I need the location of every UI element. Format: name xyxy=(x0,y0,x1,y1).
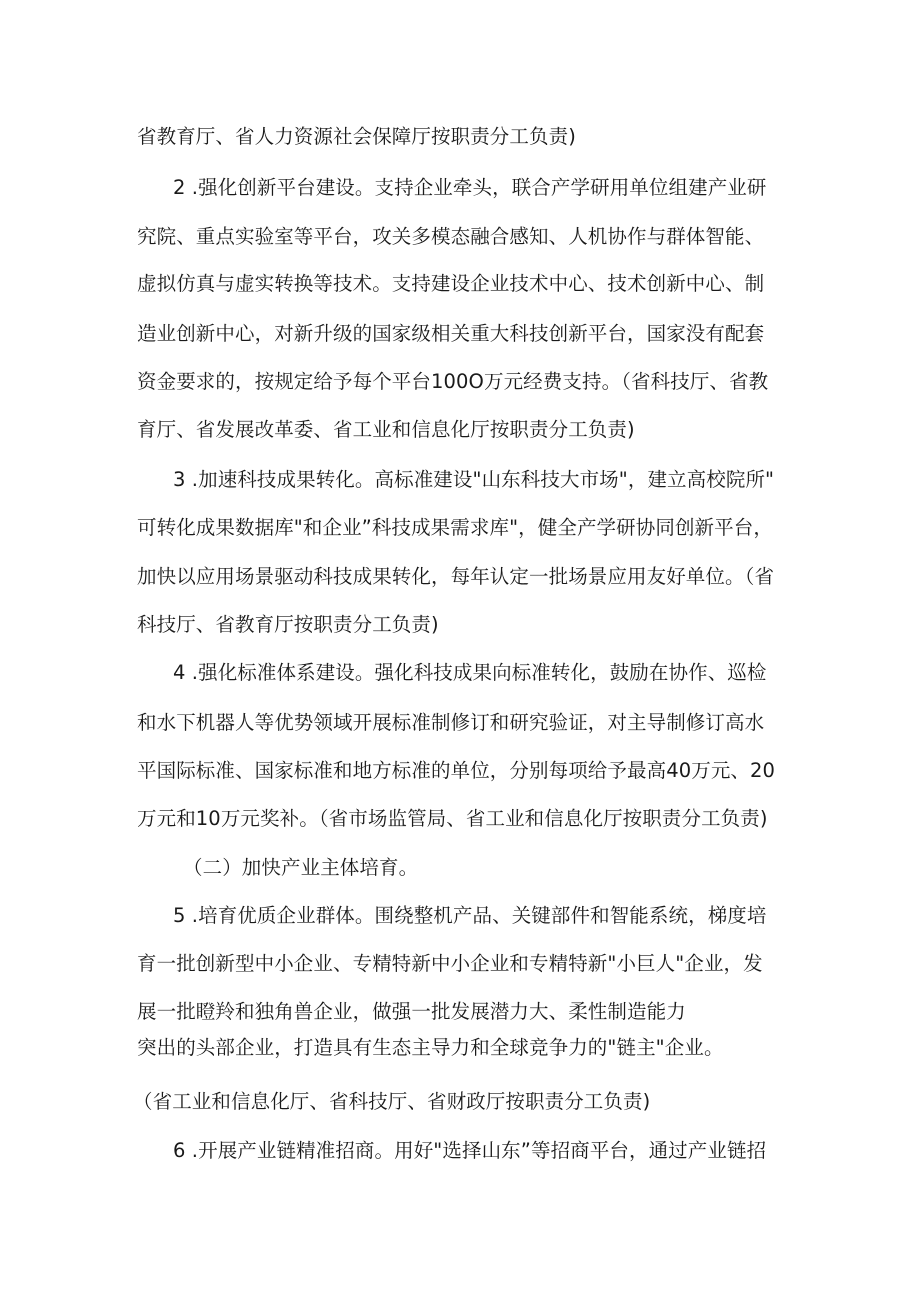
section-heading: （二）加快产业主体培育。 xyxy=(183,856,419,879)
text-line: 育一批创新型中小企业、专精特新中小企业和专精特新"小巨人"企业，发 xyxy=(137,952,763,975)
text-line: 和水下机器人等优势领域开展标准制修订和研究验证，对主导制修订高水 xyxy=(137,711,765,734)
text-line: 虚拟仿真与虚实转换等技术。支持建设企业技术中心、技术创新中心、制 xyxy=(137,272,765,295)
paragraph-5-line: 5 .培育优质企业群体。围绕整机产品、关键部件和智能系统，梯度培 xyxy=(173,904,767,927)
text-line: 省教育厅、省人力资源社会保障厅按职责分工负责) xyxy=(137,125,576,148)
paragraph-3-line: 3 .加速科技成果转化。高标准建设"山东科技大市场"，建立高校院所" xyxy=(173,468,775,491)
paragraph-6-line: 6 .开展产业链精准招商。用好"选择山东”等招商平台，通过产业链招 xyxy=(173,1139,767,1162)
text-line: 万元和10万元奖补。（省市场监管局、省工业和信息化厅按职责分工负责) xyxy=(137,807,768,830)
text-line: 可转化成果数据库"和企业”科技成果需求库"，健全产学研协同创新平台， xyxy=(137,516,773,539)
text-line: 资金要求的，按规定给予每个平台100O万元经费支持。（省科技厅、省教 xyxy=(137,370,769,393)
text-line: 科技厅、省教育厅按职责分工负责) xyxy=(137,613,439,636)
text-line: （省工业和信息化厅、省科技厅、省财政厅按职责分工负责) xyxy=(133,1090,651,1113)
text-line: 突出的头部企业，打造具有生态主导力和全球竞争力的"链主"企业。 xyxy=(137,1036,724,1059)
text-line: 究院、重点实验室等平台，攻关多模态融合感知、人机协作与群体智能、 xyxy=(137,225,765,248)
text-line: 育厅、省发展改革委、省工业和信息化厅按职责分工负责) xyxy=(137,418,635,441)
text-line: 展一批瞪羚和独角兽企业，做强一批发展潜力大、柔性制造能力 xyxy=(137,1000,686,1023)
paragraph-2-line: 2 .强化创新平台建设。支持企业牵头，联合产学研用单位组建产业研 xyxy=(173,176,767,199)
text-line: 造业创新中心，对新升级的国家级相关重大科技创新平台，国家没有配套 xyxy=(137,322,765,345)
text-line: 加快以应用场景驱动科技成果转化，每年认定一批场景应用友好单位。（省 xyxy=(137,565,775,588)
paragraph-4-line: 4 .强化标准体系建设。强化科技成果向标准转化，鼓励在协作、巡检 xyxy=(173,661,767,684)
text-line: 平国际标准、国家标准和地方标准的单位，分别每项给予最高40万元、20 xyxy=(137,759,776,782)
